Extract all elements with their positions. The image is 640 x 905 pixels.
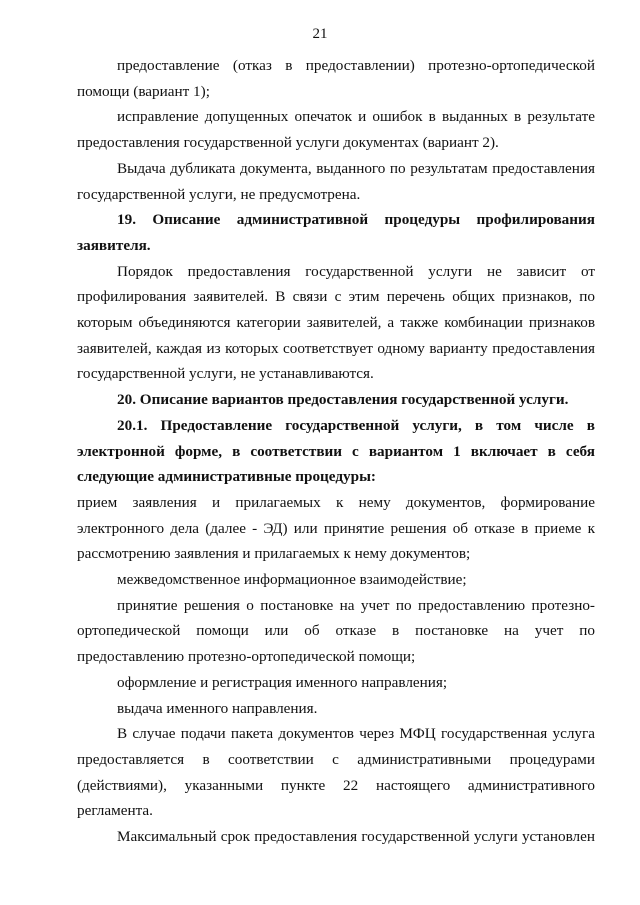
section-heading-20: 20. Описание вариантов предоставления государственной услуги.: [117, 391, 569, 409]
paragraph-profiling: Порядок предоставления государственной услуги не зависит от профилирования заявителей. В связи с этим перечень общих признаков, по которым объединяются категории заявителей, а также комбинации признаков заявителей, каждая из которых соответствует одному варианту предоставления государственной услуги, не устанавливаются.: [77, 262, 595, 383]
section-heading-19: 19. Описание административной процедуры профилирования заявителя.: [77, 211, 595, 254]
paragraph-procedure-decision: принятие решения о постановке на учет по предоставлению протезно-ортопедической помощи или об отказе в постановке на учет по предоставлению протезно-ортопедической помощи;: [77, 596, 595, 666]
paragraph-mfc: В случае подачи пакета документов через МФЦ государственная услуга предоставляется в соответствии с административными процедурами (действиями), указанными пункте 22 настоящего административного регламента.: [77, 725, 595, 820]
paragraph-procedure-issuance: выдача именного направления.: [117, 699, 318, 717]
paragraph-variant-2: исправление допущенных опечаток и ошибок в выданных в результате предоставления государственной услуги документах (вариант 2).: [77, 108, 595, 152]
paragraph-procedure-interagency: межведомственное информационное взаимодействие;: [117, 571, 467, 589]
paragraph-max-term: Максимальный срок предоставления государственной услуги установлен: [117, 828, 595, 846]
paragraph-procedure-registration: оформление и регистрация именного направления;: [117, 673, 448, 691]
paragraph-procedure-intake: прием заявления и прилагаемых к нему документов, формирование электронного дела (далее - ЭД) или принятие решения об отказе в приеме к рассмотрению заявления и прилагаемых к нему документов;: [77, 493, 595, 563]
document-body: [77, 53, 595, 850]
paragraph-duplicate: Выдача дубликата документа, выданного по результатам предоставления государственной услуги, не предусмотрена.: [77, 159, 595, 203]
section-heading-20-1: 20.1. Предоставление государственной услуги, в том числе в электронной форме, в соответствии с вариантом 1 включает в себя следующие административные процедуры:: [77, 416, 595, 486]
paragraph-variant-1: предоставление (отказ в предоставлении) протезно-ортопедической помощи (вариант 1);: [77, 57, 595, 100]
page-number: 21: [312, 26, 328, 42]
